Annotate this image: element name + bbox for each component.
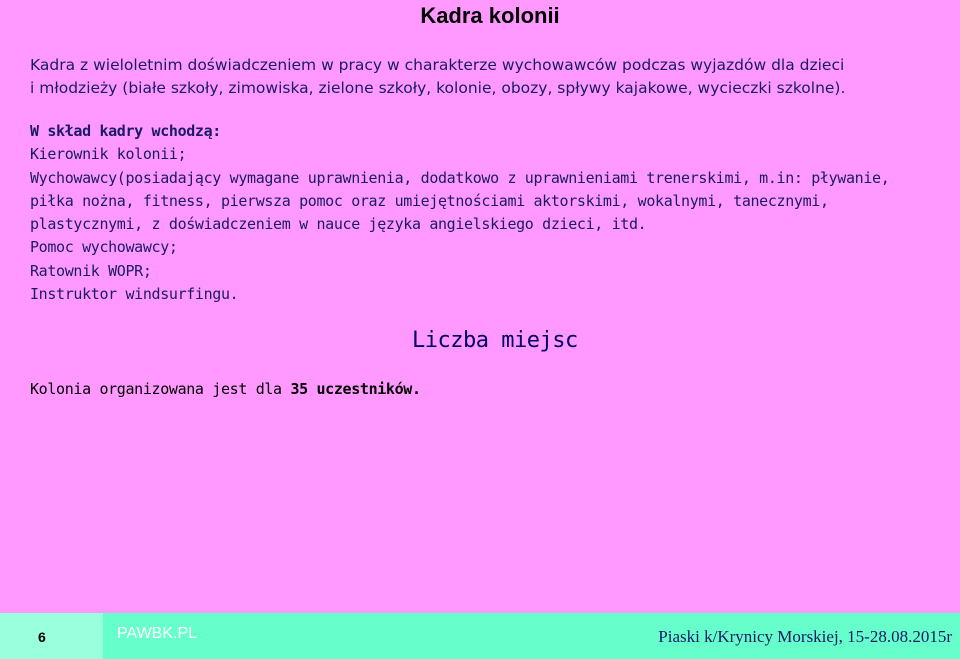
staff-heading: W skład kadry wchodzą: xyxy=(30,122,221,140)
staff-section xyxy=(30,120,950,306)
intro-line: i młodzieży (białe szkoły, zimowiska, zielone szkoły, kolonie, obozy, spływy kajakowe, wycieczki szkolne). xyxy=(30,79,846,97)
site-name: PAWBK.PL xyxy=(117,625,198,642)
places-text xyxy=(30,380,421,398)
page-title: Kadra kolonii xyxy=(420,3,560,28)
intro-line: Kadra z wieloletnim doświadczeniem w pracy w charakterze wychowawców podczas wyjazdów dla dzieci xyxy=(30,56,845,74)
footer-location: Piaski k/Krynicy Morskiej, 15-28.08.2015r xyxy=(658,627,952,646)
places-title: Liczba miejsc xyxy=(412,328,578,353)
staff-line: piłka nożna, fitness, pierwsza pomoc oraz umiejętnościami aktorskimi, wokalnymi, tanecznymi, xyxy=(30,191,829,210)
places-text-prefix: Kolonia organizowana jest dla xyxy=(30,380,291,398)
staff-line: Instruktor windsurfingu. xyxy=(30,285,239,304)
page-number-box xyxy=(0,613,103,659)
intro-paragraph xyxy=(30,54,940,100)
footer-bar xyxy=(0,613,960,659)
page-number: 6 xyxy=(38,629,46,645)
staff-line: Pomoc wychowawcy; xyxy=(30,238,178,257)
staff-line: Ratownik WOPR; xyxy=(30,261,152,280)
places-count: 35 uczestników. xyxy=(290,380,421,398)
staff-line: Wychowawcy(posiadający wymagane uprawnienia, dodatkowo z uprawnieniami trenerskimi, m.in: pływanie, xyxy=(30,168,890,187)
staff-line: Kierownik kolonii; xyxy=(30,145,187,164)
staff-line: plastycznymi, z doświadczeniem w nauce języka angielskiego dzieci, itd. xyxy=(30,215,647,234)
